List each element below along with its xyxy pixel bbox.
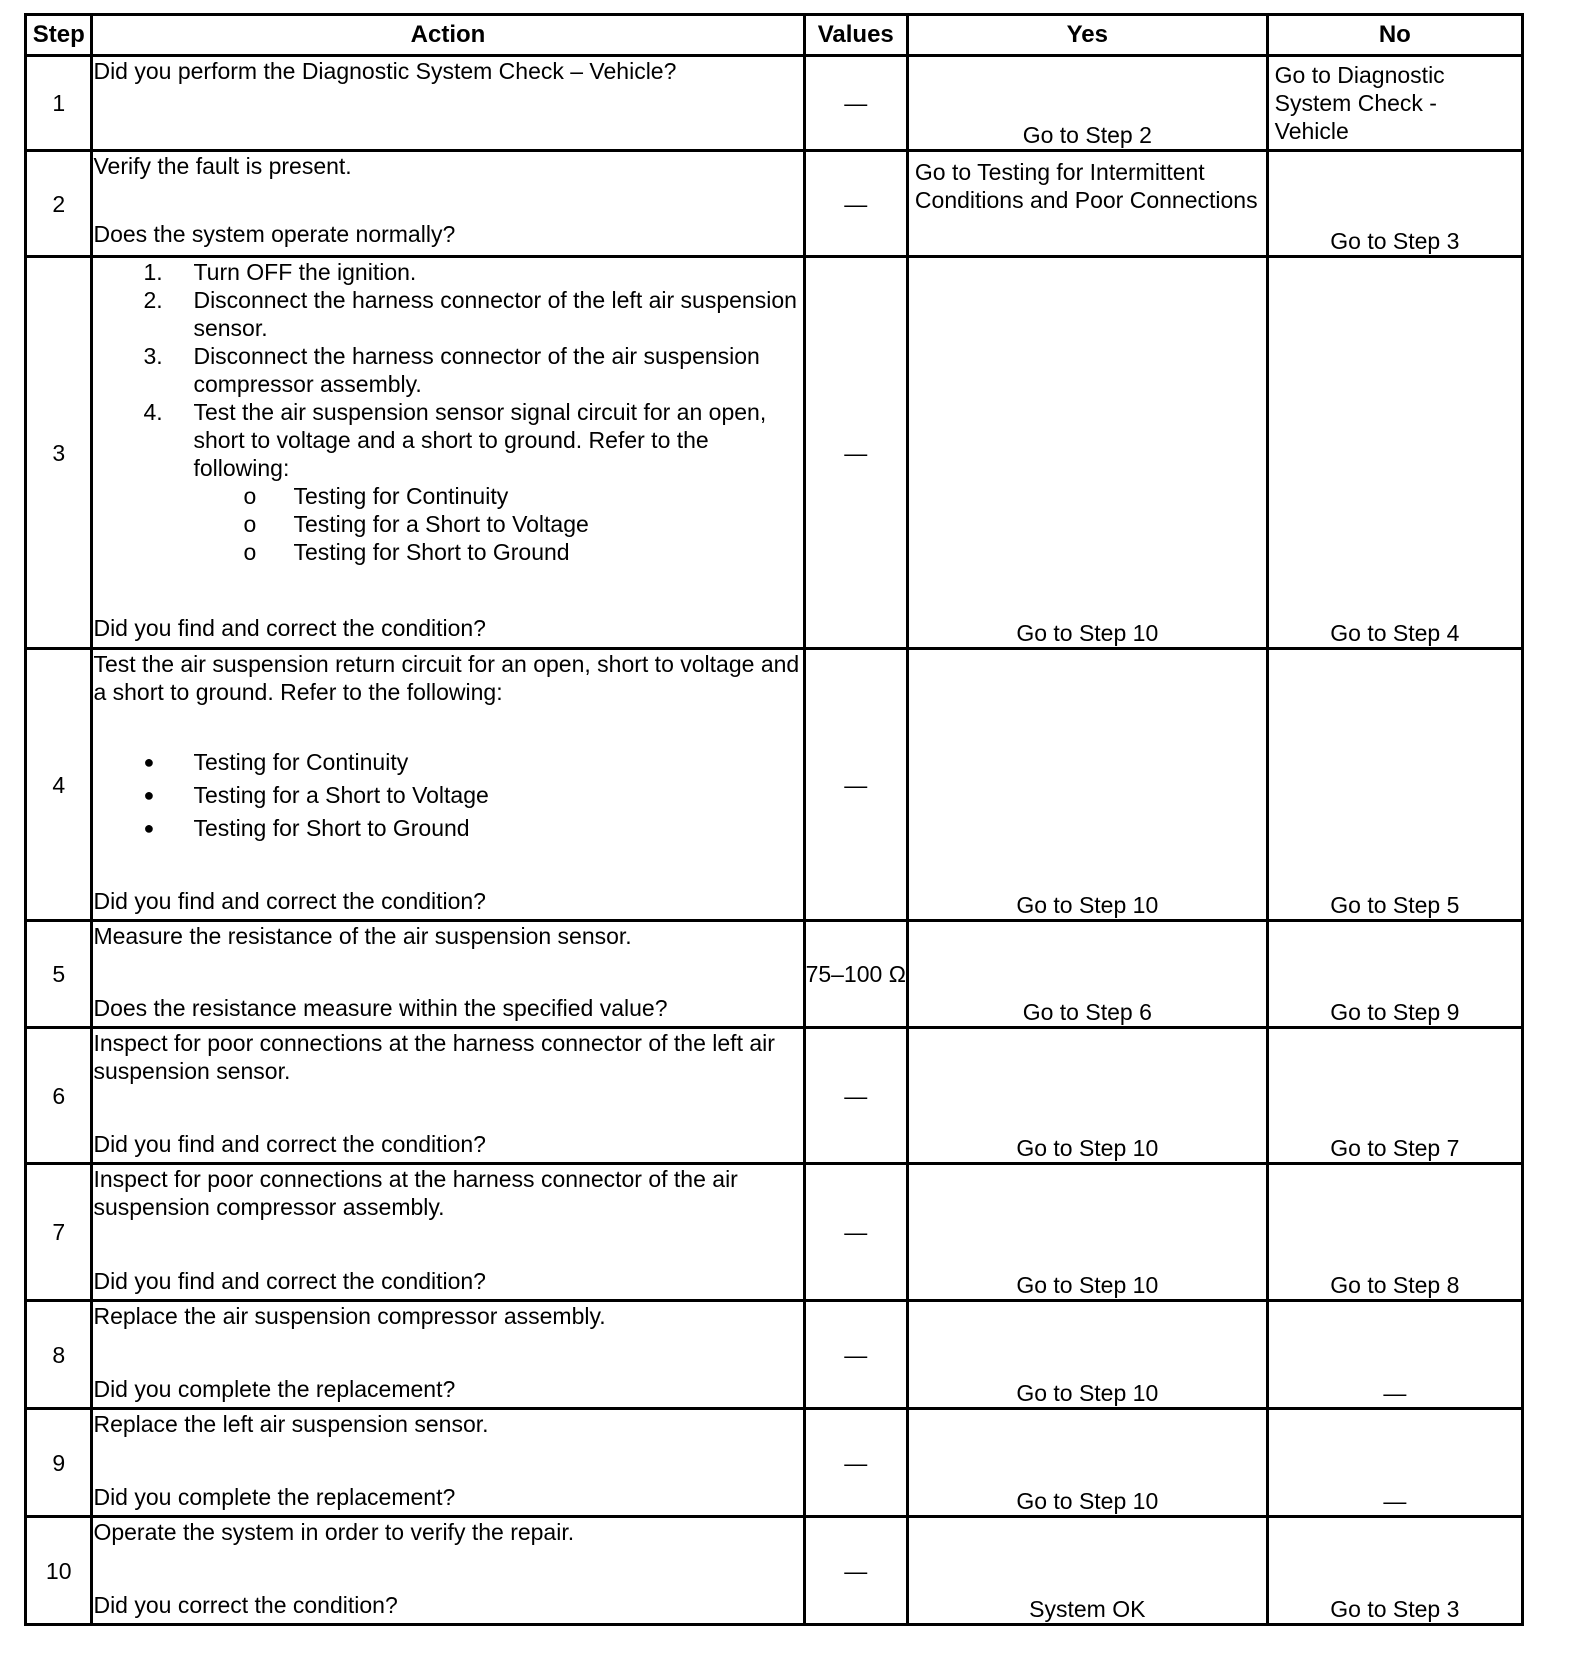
action-question: Did you correct the condition? <box>93 1592 398 1618</box>
table-row <box>26 921 1523 1028</box>
no-cell: Go to Diagnostic System Check - Vehicle <box>1267 56 1522 151</box>
value-cell: — <box>804 649 907 921</box>
yes-cell: Go to Testing for Intermittent Conditions and Poor Connections <box>907 151 1267 257</box>
no-cell: Go to Step 4 <box>1267 257 1522 649</box>
step-number: 4 <box>26 649 92 921</box>
action-cell <box>92 921 804 1028</box>
yes-cell: Go to Step 10 <box>907 257 1267 649</box>
step-number: 9 <box>26 1409 92 1517</box>
step-number: 8 <box>26 1301 92 1409</box>
value-cell: — <box>804 151 907 257</box>
action-question: Does the system operate normally? <box>93 221 456 247</box>
step-number: 5 <box>26 921 92 1028</box>
value-cell: — <box>804 56 907 151</box>
list-item: ● Testing for Short to Ground <box>143 815 470 841</box>
table-row <box>26 56 1523 151</box>
table-row <box>26 1301 1523 1409</box>
list-item: o Testing for Short to Ground <box>243 539 570 565</box>
list-item: o Testing for a Short to Voltage <box>243 511 589 537</box>
action-question: Did you find and correct the condition? <box>93 1131 486 1157</box>
action-text: Did you perform the Diagnostic System Check – Vehicle? <box>93 58 677 84</box>
header-values: Values <box>804 15 907 56</box>
step-number: 1 <box>26 56 92 151</box>
yes-cell: Go to Step 6 <box>907 921 1267 1028</box>
no-cell: Go to Step 9 <box>1267 921 1522 1028</box>
no-cell: Go to Step 5 <box>1267 649 1522 921</box>
list-item: 4. Test the air suspension sensor signal circuit for an open, short to voltage and a short to ground. Refer to the following: <box>143 399 767 481</box>
step-number: 3 <box>26 257 92 649</box>
action-question: Did you complete the replacement? <box>93 1484 456 1510</box>
action-text: Replace the left air suspension sensor. <box>93 1411 489 1437</box>
yes-cell: Go to Step 2 <box>907 56 1267 151</box>
list-item: 3. Disconnect the harness connector of the air suspension compressor assembly. <box>143 343 760 397</box>
step-number: 2 <box>26 151 92 257</box>
no-cell: Go to Step 3 <box>1267 1517 1522 1625</box>
no-cell: — <box>1267 1301 1522 1409</box>
action-cell <box>92 151 804 257</box>
table-row <box>26 1028 1523 1164</box>
no-cell: Go to Step 8 <box>1267 1164 1522 1301</box>
action-text: Inspect for poor connections at the harness connector of the left air suspension sensor. <box>93 1030 775 1084</box>
action-text: Inspect for poor connections at the harness connector of the air suspension compressor assembly. <box>93 1166 738 1220</box>
action-cell <box>92 257 804 649</box>
action-text: Operate the system in order to verify the repair. <box>93 1519 575 1545</box>
action-cell <box>92 56 804 151</box>
header-step: Step <box>26 15 92 56</box>
yes-cell: Go to Step 10 <box>907 1301 1267 1409</box>
table-row <box>26 1409 1523 1517</box>
action-cell <box>92 649 804 921</box>
value-cell: — <box>804 1517 907 1625</box>
action-text: Test the air suspension return circuit for an open, short to voltage and a short to ground. Refer to the following: <box>93 651 800 705</box>
no-cell: Go to Step 3 <box>1267 151 1522 257</box>
action-question: Did you complete the replacement? <box>93 1376 456 1402</box>
list-item: 1. Turn OFF the ignition. <box>143 259 417 285</box>
action-cell <box>92 1409 804 1517</box>
action-question: Did you find and correct the condition? <box>93 888 486 914</box>
value-cell: — <box>804 257 907 649</box>
action-cell <box>92 1517 804 1625</box>
yes-cell: System OK <box>907 1517 1267 1625</box>
sub-list <box>93 482 802 566</box>
list-item: ● Testing for Continuity <box>143 749 409 775</box>
value-cell: — <box>804 1164 907 1301</box>
value-cell: 75–100 Ω <box>804 921 907 1028</box>
yes-cell: Go to Step 10 <box>907 649 1267 921</box>
yes-cell: Go to Step 10 <box>907 1164 1267 1301</box>
table-row <box>26 1164 1523 1301</box>
header-action: Action <box>92 15 804 56</box>
action-question: Did you find and correct the condition? <box>93 615 486 641</box>
action-question: Does the resistance measure within the specified value? <box>93 995 668 1021</box>
step-number: 6 <box>26 1028 92 1164</box>
value-cell: — <box>804 1301 907 1409</box>
diagnostic-table <box>24 13 1524 1626</box>
table-row <box>26 257 1523 649</box>
action-text: Verify the fault is present. <box>93 153 352 179</box>
list-item: 2. Disconnect the harness connector of the left air suspension sensor. <box>143 287 797 341</box>
step-number: 10 <box>26 1517 92 1625</box>
table-row <box>26 151 1523 257</box>
table-row <box>26 649 1523 921</box>
value-cell: — <box>804 1409 907 1517</box>
header-no: No <box>1267 15 1522 56</box>
numbered-list <box>93 258 802 482</box>
action-cell <box>92 1301 804 1409</box>
yes-cell: Go to Step 10 <box>907 1028 1267 1164</box>
list-item: ● Testing for a Short to Voltage <box>143 782 489 808</box>
table-row <box>26 1517 1523 1625</box>
no-cell: — <box>1267 1409 1522 1517</box>
bullet-list <box>93 746 802 845</box>
action-text: Measure the resistance of the air suspension sensor. <box>93 923 632 949</box>
action-cell <box>92 1164 804 1301</box>
list-item: o Testing for Continuity <box>243 483 509 509</box>
header-yes: Yes <box>907 15 1267 56</box>
step-number: 7 <box>26 1164 92 1301</box>
action-question: Did you find and correct the condition? <box>93 1268 486 1294</box>
no-cell: Go to Step 7 <box>1267 1028 1522 1164</box>
header-row <box>26 15 1523 56</box>
action-cell <box>92 1028 804 1164</box>
value-cell: — <box>804 1028 907 1164</box>
yes-cell: Go to Step 10 <box>907 1409 1267 1517</box>
action-text: Replace the air suspension compressor assembly. <box>93 1303 606 1329</box>
